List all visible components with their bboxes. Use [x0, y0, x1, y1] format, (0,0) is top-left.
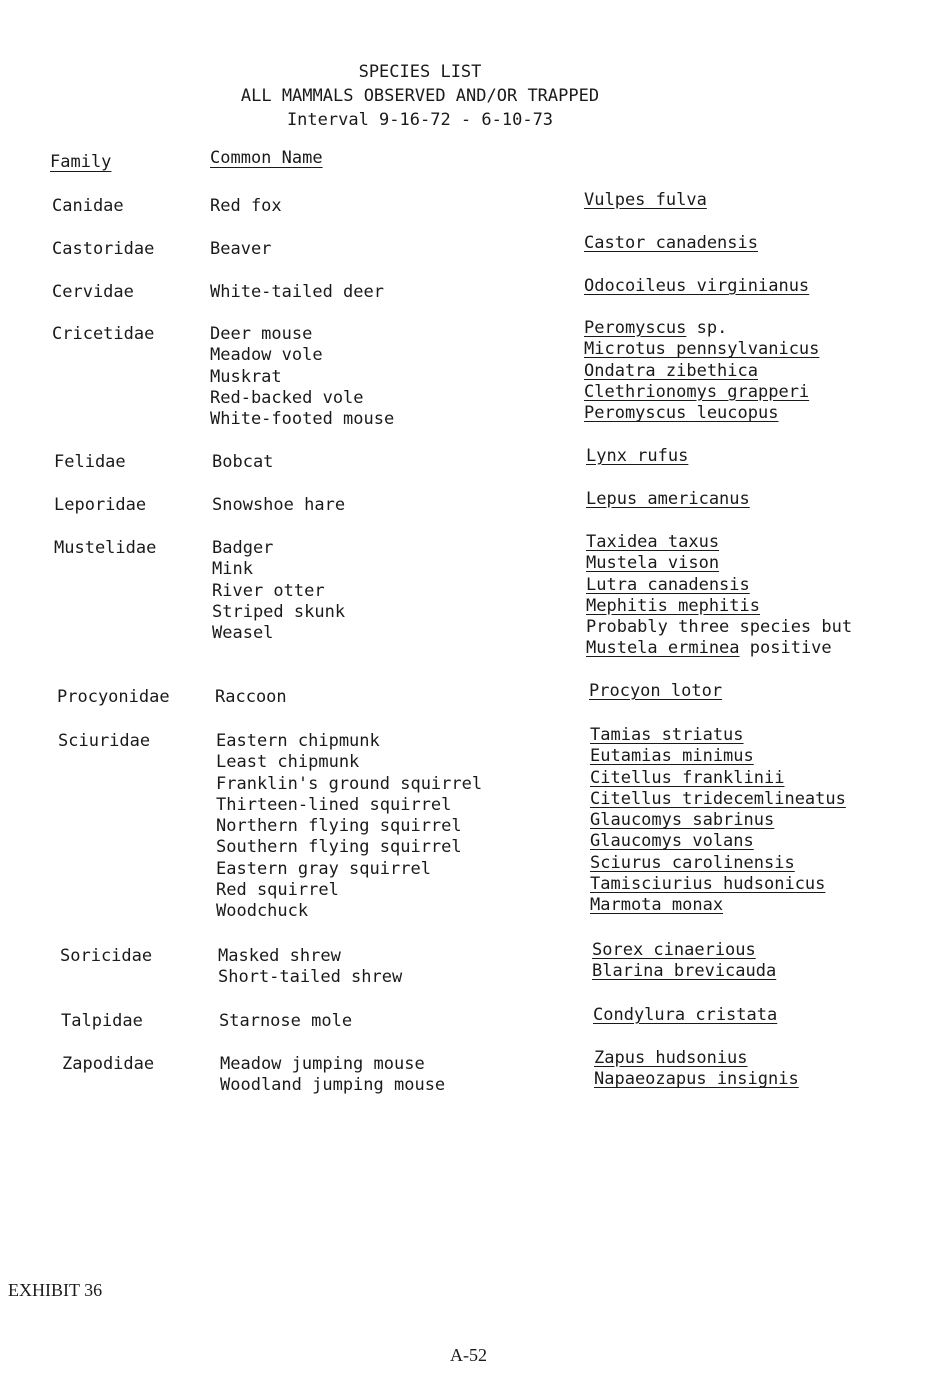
common-name: Starnose mole — [219, 1011, 353, 1031]
family-name: Cervidae — [52, 282, 134, 302]
common-name: Thirteen-lined squirrel — [216, 794, 452, 815]
scientific-name-line — [586, 553, 852, 574]
scientific-names — [592, 940, 776, 983]
scientific-name: Citellus franklinii — [590, 767, 785, 788]
scientific-names — [586, 489, 750, 510]
page-number: A-52 — [450, 1345, 487, 1365]
common-name: Woodland jumping mouse — [220, 1075, 446, 1096]
scientific-name-line — [590, 874, 846, 895]
family-name: Zapodidae — [62, 1054, 155, 1074]
scientific-name-line — [590, 768, 846, 789]
exhibit-label: EXHIBIT 36 — [8, 1280, 103, 1300]
scientific-name: Lynx rufus — [586, 446, 689, 466]
scientific-name-line — [584, 233, 758, 254]
scientific-name: Sciurus carolinensis — [590, 852, 795, 873]
title-species-list: SPECIES LIST — [358, 62, 482, 82]
common-name: Southern flying squirrel — [216, 837, 462, 858]
scientific-names — [594, 1048, 799, 1091]
scientific-name-line — [590, 831, 846, 852]
title-block — [180, 60, 660, 132]
common-names — [210, 239, 271, 260]
scientific-name: Lepus americanus — [586, 489, 750, 509]
scientific-name-line — [584, 339, 819, 360]
common-name: Franklin's ground squirrel — [216, 773, 483, 794]
common-name: Woodchuck — [216, 901, 309, 922]
common-name: Short-tailed shrew — [218, 967, 403, 988]
scientific-name: Procyon lotor — [589, 681, 723, 701]
scientific-name: Odocoileus virginianus — [584, 276, 810, 296]
common-name: Muskrat — [210, 366, 282, 387]
scientific-names — [590, 725, 846, 917]
scientific-name-line — [590, 810, 846, 831]
common-names — [212, 495, 345, 516]
family-name: Soricidae — [60, 946, 153, 966]
scientific-name: Zapus hudsonius — [594, 1048, 748, 1068]
scientific-name: Clethrionomys grapperi — [584, 381, 810, 402]
common-names — [212, 538, 345, 666]
common-names — [216, 731, 482, 923]
scientific-name-line — [584, 382, 819, 403]
common-names — [210, 282, 384, 303]
common-name: Meadow vole — [210, 345, 323, 366]
common-names — [210, 324, 394, 430]
title-interval: Interval 9-16-72 - 6-10-73 — [286, 110, 554, 130]
common-name: White-tailed deer — [210, 282, 384, 302]
scientific-name-line — [586, 575, 852, 596]
common-names — [215, 687, 287, 708]
scientific-name-line — [586, 489, 750, 510]
common-names — [218, 946, 402, 989]
common-name: Masked shrew — [218, 946, 341, 966]
scientific-name: Tamias striatus — [590, 725, 744, 745]
scientific-name: Eutamias minimus — [590, 746, 754, 767]
common-name: Raccoon — [215, 687, 287, 707]
common-name: Least chipmunk — [216, 752, 360, 773]
family-name: Cricetidae — [52, 324, 155, 344]
scientific-name: Castor canadensis — [584, 233, 758, 253]
scientific-name-line — [586, 617, 852, 638]
scientific-name-line — [592, 940, 776, 961]
scientific-name-line — [590, 853, 846, 874]
scientific-name-line — [593, 1005, 777, 1026]
scientific-name: Mustela erminea — [586, 638, 740, 659]
common-name: Weasel — [212, 623, 274, 644]
scientific-name: Glaucomys volans — [590, 831, 754, 852]
common-name: Eastern gray squirrel — [216, 858, 431, 879]
common-names — [220, 1054, 445, 1097]
scientific-name-line — [584, 276, 809, 297]
common-names — [219, 1011, 352, 1032]
scientific-name: Taxidea taxus — [586, 532, 720, 552]
family-name: Talpidae — [61, 1011, 143, 1031]
scientific-name: Peromyscus leucopus — [584, 403, 779, 424]
scientific-name-line — [590, 746, 846, 767]
common-name: Striped skunk — [212, 601, 346, 622]
scientific-name-note: sp. — [686, 318, 728, 338]
family-name: Felidae — [54, 452, 126, 472]
scientific-name-line — [586, 532, 852, 553]
scientific-names — [584, 318, 819, 424]
scientific-name-line — [594, 1048, 799, 1069]
family-name: Mustelidae — [54, 538, 157, 558]
scientific-name-line — [586, 638, 852, 659]
scientific-name-line — [584, 361, 819, 382]
common-name: Meadow jumping mouse — [220, 1054, 425, 1074]
common-name: River otter — [212, 580, 325, 601]
common-name: Eastern chipmunk — [216, 731, 380, 751]
scientific-name-line — [584, 403, 819, 424]
common-name: Snowshoe hare — [212, 495, 346, 515]
scientific-names — [593, 1005, 777, 1026]
scientific-name: Blarina brevicauda — [592, 961, 777, 982]
scientific-names — [584, 190, 707, 211]
common-name — [212, 644, 345, 665]
scientific-names — [586, 532, 852, 660]
scientific-names — [586, 446, 688, 467]
scientific-name-line — [590, 789, 846, 810]
scientific-names — [589, 681, 722, 702]
scientific-name: Marmota monax — [590, 895, 724, 916]
scientific-name: Ondatra zibethica — [584, 360, 758, 381]
scientific-name-note: Probably three species but — [586, 617, 853, 638]
scientific-name: Mustela vison — [586, 553, 720, 574]
scientific-name: Vulpes fulva — [584, 190, 707, 210]
scientific-name-line — [586, 446, 688, 467]
scientific-name: Sorex cinaerious — [592, 940, 756, 960]
scientific-name-line — [590, 895, 846, 916]
scientific-name: Napaeozapus insignis — [594, 1069, 799, 1090]
scientific-names — [584, 233, 758, 254]
common-names — [210, 196, 282, 217]
common-name: Northern flying squirrel — [216, 816, 462, 837]
scientific-name-line — [586, 596, 852, 617]
scientific-name-note: positive — [739, 638, 832, 659]
scientific-name-line — [594, 1069, 799, 1090]
scientific-name: Condylura cristata — [593, 1005, 778, 1025]
scientific-name: Microtus pennsylvanicus — [584, 339, 820, 360]
family-name: Sciuridae — [58, 731, 151, 751]
family-name: Canidae — [52, 196, 124, 216]
scientific-name-line — [590, 725, 846, 746]
common-name: Mink — [212, 559, 253, 580]
scientific-name: Glaucomys sabrinus — [590, 810, 775, 831]
scientific-name: Citellus tridecemlineatus — [590, 788, 846, 809]
scientific-name-line — [592, 961, 776, 982]
scientific-names — [584, 276, 809, 297]
column-header-common-name: Common Name — [210, 148, 323, 168]
scientific-name: Peromyscus — [584, 318, 687, 338]
scientific-name-line — [584, 190, 707, 211]
common-name: Beaver — [210, 239, 272, 259]
common-name: White-footed mouse — [210, 409, 395, 430]
family-name: Procyonidae — [57, 687, 170, 707]
scientific-name: Tamisciurius hudsonicus — [590, 874, 826, 895]
family-name: Leporidae — [54, 495, 147, 515]
family-name: Castoridae — [52, 239, 155, 259]
scientific-name: Mephitis mephitis — [586, 595, 760, 616]
common-name: Deer mouse — [210, 324, 313, 344]
common-name: Red fox — [210, 196, 282, 216]
column-header-family: Family — [50, 152, 112, 172]
common-name: Badger — [212, 538, 274, 558]
scientific-name-line — [584, 318, 819, 339]
common-names — [212, 452, 273, 473]
common-name: Red squirrel — [216, 880, 339, 901]
scientific-name: Lutra canadensis — [586, 574, 750, 595]
scientific-name-line — [589, 681, 722, 702]
common-name: Red-backed vole — [210, 387, 364, 408]
title-subtitle: ALL MAMMALS OBSERVED AND/OR TRAPPED — [240, 86, 600, 106]
common-name: Bobcat — [212, 452, 274, 472]
